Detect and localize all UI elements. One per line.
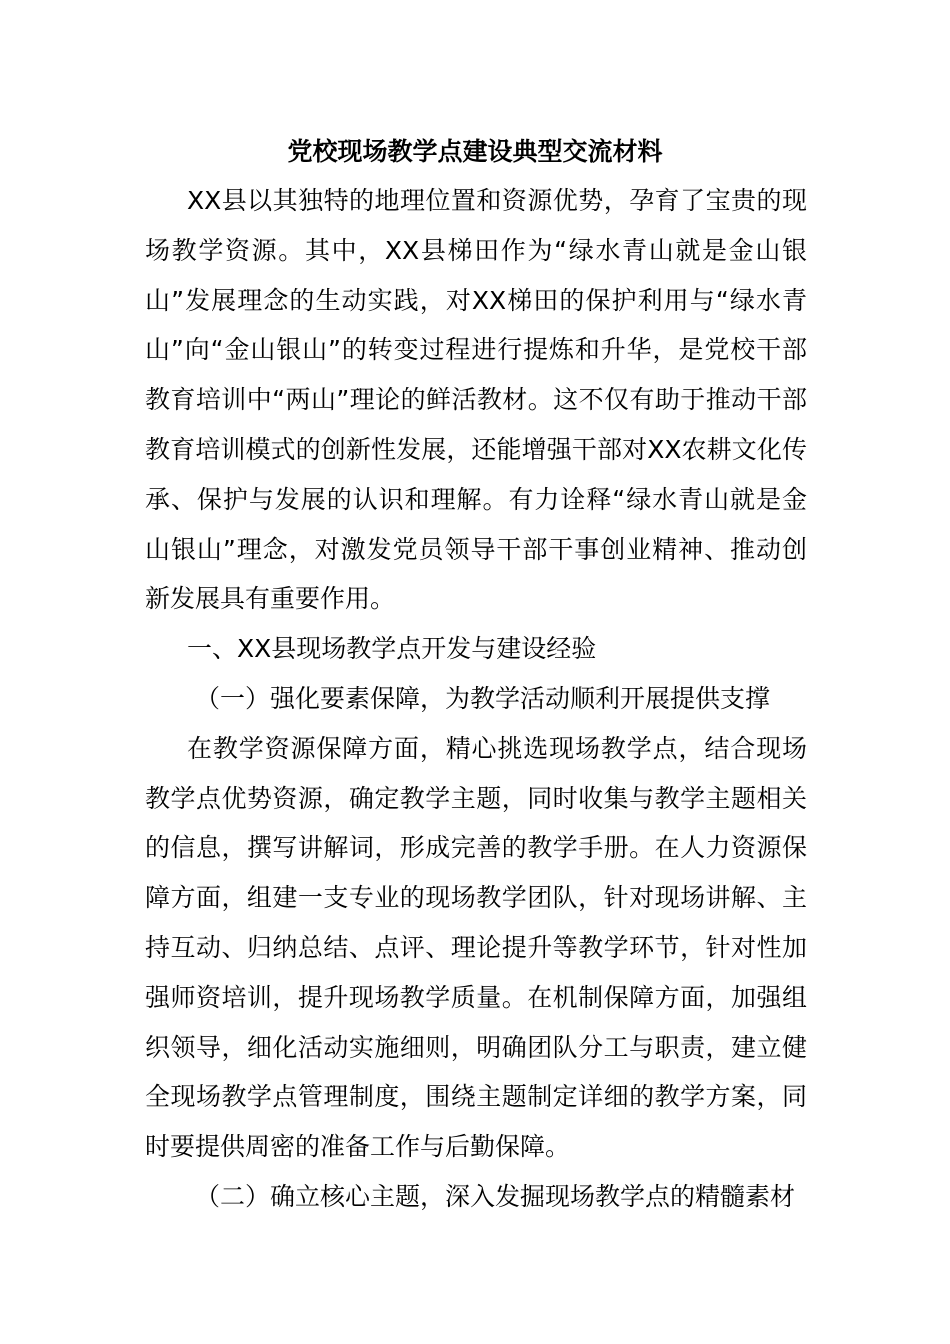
subsection-heading: （一）强化要素保障，为教学活动顺利开展提供支撑	[195, 683, 771, 713]
section-heading: 一、XX县现场教学点开发与建设经验	[187, 634, 597, 664]
document-title: 党校现场教学点建设典型交流材料	[287, 137, 663, 166]
subsection-heading: （二）确立核心主题，深入发掘现场教学点的精髓素材	[195, 1181, 796, 1211]
document-body	[145, 176, 807, 1222]
intro-paragraph: XX县以其独特的地理位置和资源优势，孕育了宝贵的现场教学资源。其中，XX县梯田作为“绿水青山就是金山银山”发展理念的生动实践，对XX梯田的保护利用与“绿水青山”向“金山银山”的转变过程进行提炼和升华，是党校干部教育培训中“两山”理论的鲜活教材。这不仅有助于推动干部教育培训模式的创新性发展，还能增强干部对XX农耕文化传承、保护与发展的认识和理解。有力诠释“绿水青山就是金山银山”理念，对激发党员领导干部干事创业精神、推动创新发展具有重要作用。	[145, 186, 807, 614]
subsection-paragraph: 在教学资源保障方面，精心挑选现场教学点，结合现场教学点优势资源，确定教学主题，同时收集与教学主题相关的信息，撰写讲解词，形成完善的教学手册。在人力资源保障方面，组建一支专业的现场教学团队，针对现场讲解、主持互动、归纳总结、点评、理论提升等教学环节，针对性加强师资培训，提升现场教学质量。在机制保障方面，加强组织领导，细化活动实施细则，明确团队分工与职责，建立健全现场教学点管理制度，围绕主题制定详细的教学方案，同时要提供周密的准备工作与后勤保障。	[145, 733, 807, 1162]
